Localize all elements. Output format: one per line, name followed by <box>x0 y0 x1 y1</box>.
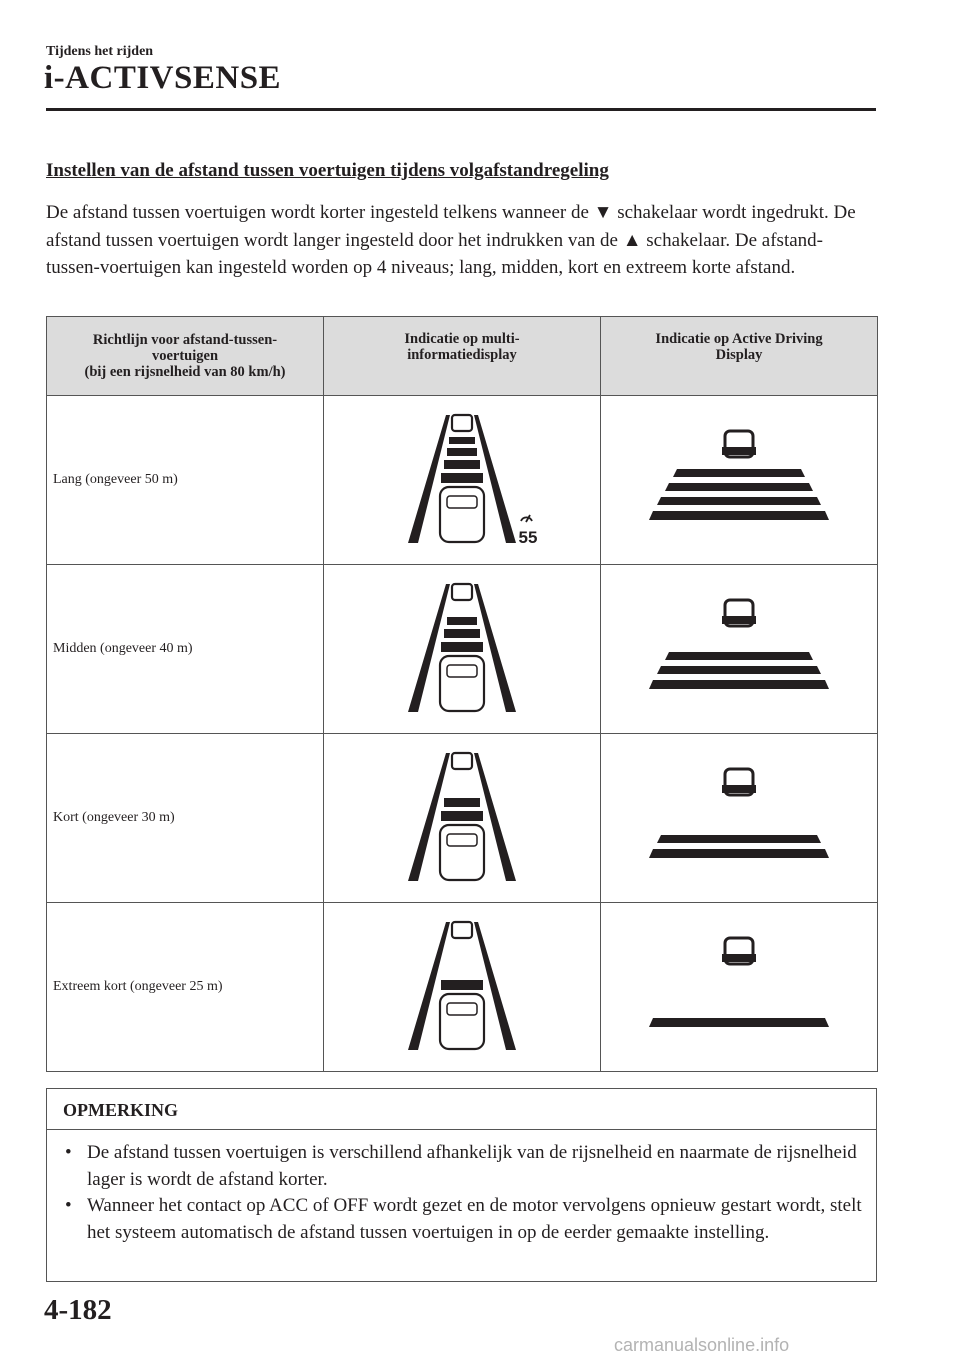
cruise-speed-icon <box>521 515 532 522</box>
distance-bar <box>673 469 805 477</box>
distance-label: Extreem kort (ongeveer 25 m) <box>47 903 324 1072</box>
chapter-title: i-ACTIVSENSE <box>44 60 282 96</box>
header-guideline-line2: voertuigen <box>151 348 219 364</box>
distance-bar <box>449 437 475 444</box>
note-box <box>46 1088 877 1282</box>
header-guideline-line3: (bij een rijsnelheid van 80 km/h) <box>84 364 286 380</box>
multi-display-cell <box>324 903 601 1072</box>
chapter-label: Tijdens het rijden <box>46 44 154 59</box>
distance-bar <box>441 642 483 652</box>
front-car-icon <box>452 922 472 938</box>
distance-bar <box>657 835 821 843</box>
front-car-icon <box>452 415 472 431</box>
multi-info-display-graphic-extreme-short <box>362 912 562 1062</box>
distance-bar <box>441 811 483 821</box>
distance-bar <box>657 666 821 674</box>
table-row <box>47 396 878 565</box>
distance-table <box>46 316 878 1072</box>
multi-info-display-graphic-medium <box>362 574 562 724</box>
header-guideline <box>47 317 324 396</box>
distance-bar <box>447 617 477 625</box>
header-guideline-line1: Richtlijn voor afstand-tussen- <box>92 332 278 348</box>
list-item <box>65 1193 866 1246</box>
distance-label: Midden (ongeveer 40 m) <box>47 565 324 734</box>
section-title: Instellen van de afstand tussen voertuigen tijdens volgafstandregeling <box>46 160 609 181</box>
active-driving-display-cell <box>601 734 878 903</box>
distance-bar <box>447 448 477 456</box>
distance-bar <box>665 483 813 491</box>
active-driving-display-cell <box>601 565 878 734</box>
set-speed-value: 55 <box>518 528 538 547</box>
distance-bar <box>665 652 813 660</box>
distance-bar <box>444 798 480 807</box>
active-driving-display-graphic-medium <box>639 594 839 704</box>
distance-label: Kort (ongeveer 30 m) <box>47 734 324 903</box>
active-driving-display-cell <box>601 396 878 565</box>
active-driving-display-graphic-long <box>639 425 839 535</box>
header-add-line1: Indicatie op Active Driving <box>655 331 823 347</box>
multi-display-cell <box>324 565 601 734</box>
header-mid-line2: informatiedisplay <box>407 347 517 363</box>
distance-bar <box>649 680 829 689</box>
table-row <box>47 903 878 1072</box>
note-list <box>47 1140 876 1246</box>
front-car-bumper <box>722 954 756 962</box>
active-driving-display-cell <box>601 903 878 1072</box>
watermark: carmanualsonline.info <box>614 1335 790 1355</box>
front-car-bumper <box>722 785 756 793</box>
distance-bar <box>649 849 829 858</box>
distance-bar <box>444 629 480 638</box>
bullet-icon: • <box>65 1195 72 1216</box>
intro-paragraph: De afstand tussen voertuigen wordt korter ingesteld telkens wanneer de ▼ schakelaar wordt ingedrukt. De afstand tussen voertuigen wordt langer ingesteld door het indrukken van de ▲ schakelaar. De afstand-tussen-voertuigen kan ingesteld worden op 4 niveaus; lang, midden, kort en extreem korte afstand. <box>46 202 856 278</box>
header-multi-display <box>324 317 601 396</box>
note-item-text: De afstand tussen voertuigen is verschillend afhankelijk van de rijsnelheid en naarmate de rijsnelheid lager is wordt de afstand korter. <box>87 1142 857 1190</box>
front-car-icon <box>452 753 472 769</box>
front-car-icon <box>452 584 472 600</box>
table-header-row <box>47 317 878 396</box>
multi-display-cell <box>324 396 601 565</box>
multi-display-cell <box>324 734 601 903</box>
distance-bar <box>441 980 483 990</box>
active-driving-display-graphic-short <box>639 763 839 873</box>
multi-info-display-graphic-long <box>362 405 562 555</box>
header-mid-line1: Indicatie op multi- <box>404 331 520 347</box>
distance-bar <box>649 511 829 520</box>
note-title: OPMERKING <box>47 1089 876 1130</box>
multi-info-display-graphic-short <box>362 743 562 893</box>
header-divider <box>46 108 876 111</box>
bullet-icon: • <box>65 1142 72 1163</box>
note-item-text: Wanneer het contact op ACC of OFF wordt gezet en de motor vervolgens opnieuw gestart wordt, stelt het systeem automatisch de afstand tussen voertuigen in op de eerder gemaakte instelling. <box>87 1195 862 1243</box>
distance-bar <box>441 473 483 483</box>
header-add-line2: Display <box>715 347 763 363</box>
list-item <box>65 1140 866 1193</box>
table-row <box>47 734 878 903</box>
distance-bar <box>649 1018 829 1027</box>
header-active-driving-display <box>601 317 878 396</box>
distance-label: Lang (ongeveer 50 m) <box>47 396 324 565</box>
active-driving-display-graphic-extreme-short <box>639 932 839 1042</box>
table-row <box>47 565 878 734</box>
distance-bar <box>657 497 821 505</box>
page-number: 4-182 <box>44 1294 112 1326</box>
front-car-bumper <box>722 447 756 455</box>
distance-bar <box>444 460 480 469</box>
front-car-bumper <box>722 616 756 624</box>
